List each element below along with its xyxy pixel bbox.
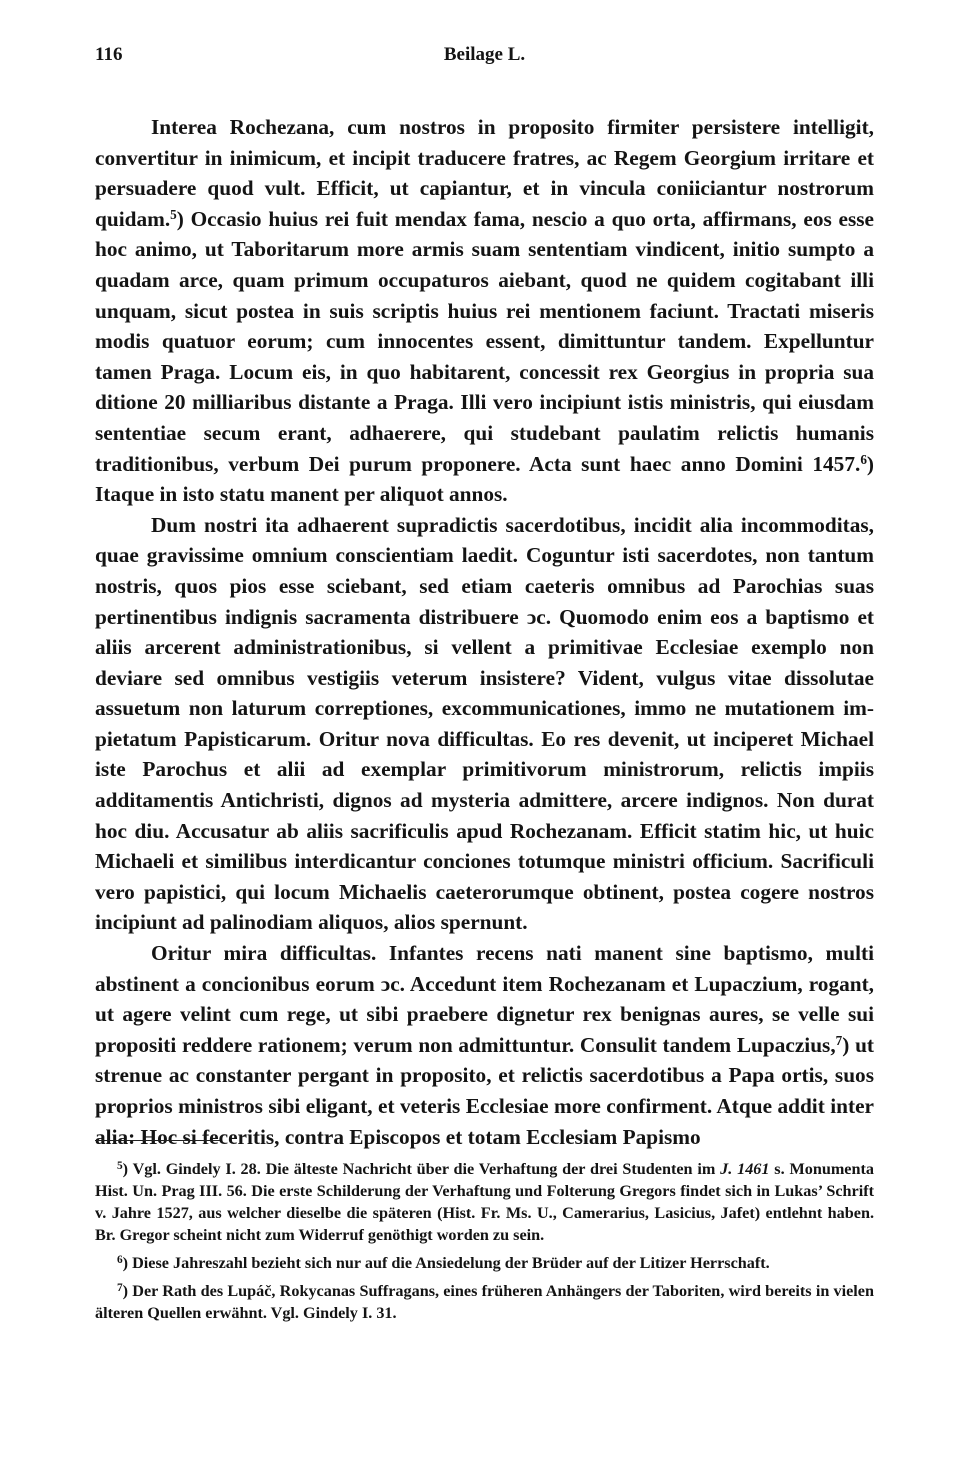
footnote xyxy=(95,1158,874,1246)
paragraph-text: ) ut strenue ac constanter pergant in proposito, et relictis sacerdotibus a Papa ortis, suos proprios ministros sibi eligant, et veteris Ecclesiae more confirment. Atque addit inter alia: Hoc si feceritis, contra Episcopos et totam Ecclesiam Papismo xyxy=(95,1032,875,1149)
paragraph xyxy=(95,112,874,510)
footnote-text: s. Monumenta Hist. Un. Prag III. 56. Die erste Schilderung der Verhaftung und Folterung Gregors findet sich in Lukas’ Schrift v. Jahre 1527, aus welcher dieselbe die späteren (Hist. Fr. Ms. U., Camerarius, Lasicius, Jafet) entlehnt haben. Br. Gregor scheint nicht zum Widerruf genöthigt worden zu sein. xyxy=(95,1160,874,1244)
footnote-marker: 6 xyxy=(117,1253,123,1266)
footnote-marker: 7 xyxy=(117,1281,123,1294)
footnote-text: ) Der Rath des Lupáč, Rokycanas Suffragans, eines früheren Anhängers der Taboriten, wird bereits in vielen älteren Quellen erwähnt. Vgl. Gindely I. 31. xyxy=(95,1282,874,1322)
page-number: 116 xyxy=(95,44,123,65)
footnote-reference: 6 xyxy=(860,451,867,467)
footnote-reference: 7 xyxy=(835,1032,843,1048)
footnote xyxy=(95,1280,874,1324)
paragraph-text: Oritur mira difficultas. Infantes recens nati manent sine baptismo, multi abstinent a concionibus eorum ↄc. Accedunt item Rochezanam et Lupaczium, rogant, ut agere velint cum rege, ut sibi praebere dignetur rex benignas aures, se velle sui propositi reddere rationem; verum non admittuntur. Consulit tandem Lupaczius, xyxy=(95,941,874,1057)
paragraph-text: Dum nostri ita adhaerent supradictis sacerdotibus, incidit alia incommoditas, quae gravissime omnium conscientiam laedit. Coguntur isti sacerdotes, non tantum nostris, quos pios esse sciebant, sed etiam caeteris omnibus ad Parochias suas pertinentibus indignis sacramenta distribuere ↄc. Quomodo enim eos a baptismo et aliis arcerent administrationibus, si vellent a primitivae Ecclesiae exemplo non deviare sed omnibus vestigiis veterum insistere? Vident, vulgus vitae dissolutae assuetum non laturum correptiones, excommunicationes, immo ne mutationem impietatum Papisticarum. Oritur nova difficultas. Eo res devenit, ut inciperet Michael iste Parochus et alii ad exemplar primitivorum ministrorum, relictis impiis additamentis Antichristi, dignos ad mysteria admittere, arcere indignos. Non durat hoc diu. Accusatur ab aliis sacrificulis apud Rochezanam. Efficit statim hic, ut huic Michaeli et similibus interdicantur conciones totumque ministri officium. Sacrificuli vero papistici, qui locum Michaelis caeterorumque obtinent, postea cogere nostros incipiunt ad palinodiam aliquos, alios spernunt. xyxy=(95,512,874,935)
paragraph xyxy=(95,510,874,938)
paragraph-text: Interea Rochezana, cum nostros in proposito firmiter persistere intelligit, convertitur in inimicum, et incipit traducere fratres, ac Regem Georgium irritare et persuadere quod vult. Efficit, ut capiantur, et in vincula coniiciantur nostrorum quidam. xyxy=(95,115,874,231)
footnote-reference: 5 xyxy=(170,206,177,222)
footnote-separator xyxy=(95,1140,220,1141)
footnotes xyxy=(95,1158,874,1324)
main-text xyxy=(95,112,874,1152)
footnote xyxy=(95,1252,874,1274)
footnote-text: ) Diese Jahreszahl bezieht sich nur auf die Ansiedelung der Brüder auf der Litizer Herrschaft. xyxy=(122,1254,770,1272)
paragraph-text: ) Itaque in isto statu manent per aliquot annos. xyxy=(95,451,874,507)
paragraph xyxy=(95,938,874,1152)
footnote-marker: 5 xyxy=(117,1159,123,1172)
running-head: Beilage L. xyxy=(443,44,526,65)
footnote-italic: J. 1461 xyxy=(720,1160,770,1178)
page-header xyxy=(95,44,874,74)
footnote-text: ) Vgl. Gindely I. 28. Die älteste Nachricht über die Verhaftung der drei Studenten im xyxy=(122,1160,721,1178)
paragraph-text: ) Occasio huius rei fuit mendax fama, nescio a quo orta, affirmans, eos esse hoc animo, ut Taboritarum more armis suam sententiam vindicent, initio sumpto a quadam arce, quam primum occupaturos aiebant, quod ne quidem cogitabant illi unquam, sicut postea in suis scriptis huius rei mentionem faciunt. Tractati miseris modis quatuor eorum; cum innocentes essent, dimittuntur tandem. Expelluntur tamen Praga. Locum eis, in quo habitarent, concessit rex Georgius in propria sua ditione 20 milliaribus distante a Praga. Illi vero incipiunt istis ministris, qui eiusdam sententiae secum erant, adhaerere, qui studebant paulatim relictis humanis traditionibus, verbum Dei purum proponere. Acta sunt haec anno Domini 1457. xyxy=(95,206,874,476)
